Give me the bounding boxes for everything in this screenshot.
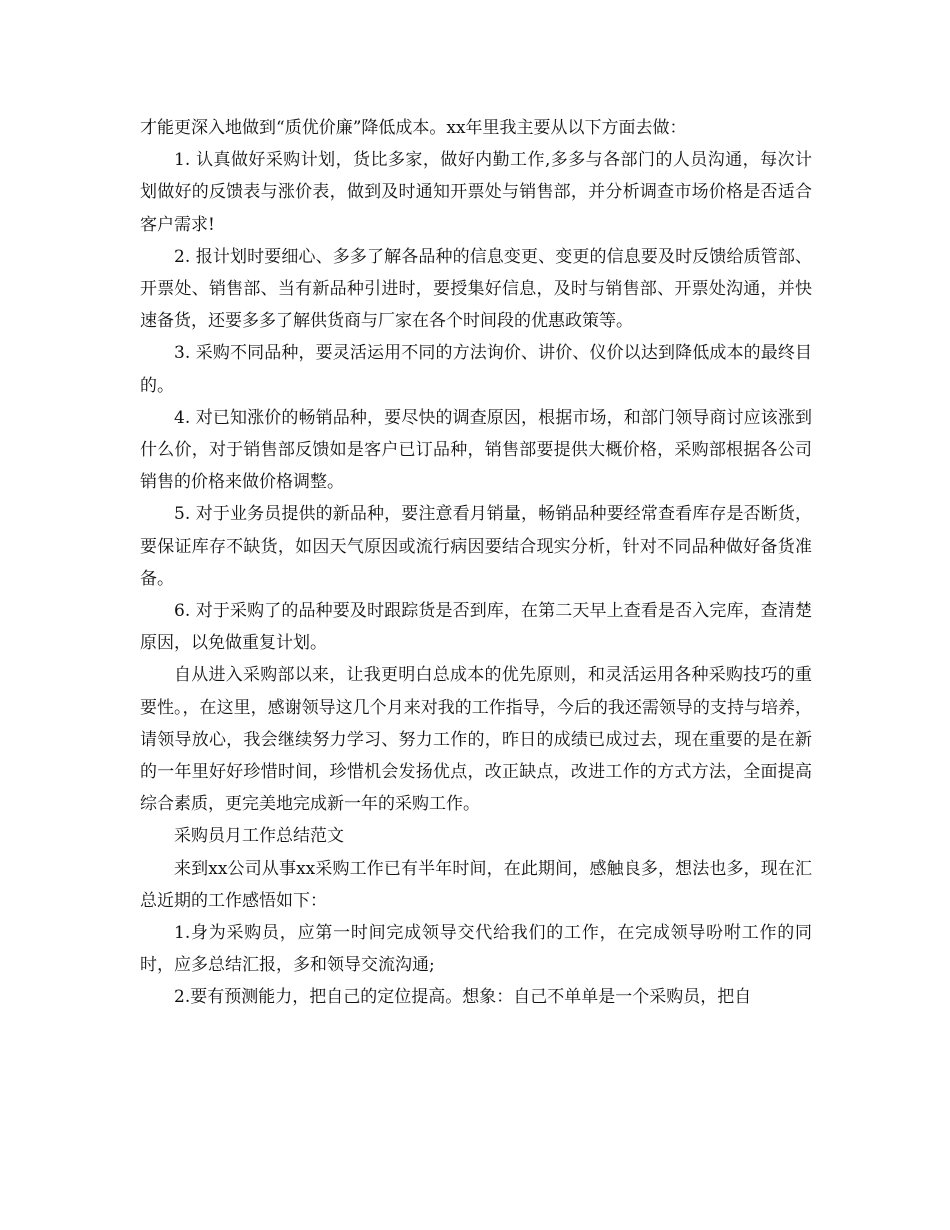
paragraph-item-5: 5. 对于业务员提供的新品种，要注意看月销量，畅销品种要经常查看库存是否断货，要保证库存不缺货，如因天气原因或流行病因要结合现实分析，针对不同品种做好备货准备。 <box>140 504 812 589</box>
paragraph-conclusion: 自从进入采购部以来，让我更明白总成本的优先原则，和灵活运用各种采购技巧的重要性。，在这里，感谢领导这几个月来对我的工作指导，今后的我还需领导的支持与培养，请领导放心，我会继续努力学习、努力工作的，昨日的成绩已成过去，现在重要的是在新的一年里好好珍惜时间，珍惜机会发扬优点，改正缺点，改进工作的方式方法，全面提高综合素质，更完美地完成新一年的采购工作。 <box>140 665 812 815</box>
paragraph-item-6: 6. 对于采购了的品种要及时跟踪货是否到库，在第二天早上查看是否入完库，查清楚原因，以免做重复计划。 <box>140 601 812 654</box>
paragraph-item-4: 4. 对已知涨价的畅销品种，要尽快的调查原因，根据市场，和部门领导商讨应该涨到什么价，对于销售部反馈如是客户已订品种，销售部要提供大概价格，采购部根据各公司销售的价格来做价格调整。 <box>140 407 812 493</box>
paragraph-item-3: 3. 采购不同品种，要灵活运用不同的方法询价、讲价、仪价以达到降低成本的最终目的。 <box>140 343 812 396</box>
paragraph-section-intro: 来到xx公司从事xx采购工作已有半年时间，在此期间，感触良多，想法也多，现在汇总近期的工作感悟如下： <box>140 858 812 911</box>
document-body <box>140 112 812 1014</box>
paragraph-section-item-1: 1.身为采购员，应第一时间完成领导交代给我们的工作，在完成领导吩咐工作的同时，应多总结汇报，多和领导交流沟通; <box>140 923 812 976</box>
paragraph-intro: 才能更深入地做到“质优价廉”降低成本。xx年里我主要从以下方面去做： <box>140 118 687 138</box>
paragraph-item-1: 1. 认真做好采购计划，货比多家，做好内勤工作,多多与各部门的人员沟通，每次计划做好的反馈表与涨价表，做到及时通知开票处与销售部，并分析调查市场价格是否适合客户需求! <box>140 150 812 235</box>
paragraph-section-item-2: 2.要有预测能力，把自己的定位提高。想象：自己不单单是一个采购员，把自 <box>174 987 752 1008</box>
paragraph-item-2: 2. 报计划时要细心、多多了解各品种的信息变更、变更的信息要及时反馈给质管部、开票处、销售部、当有新品种引进时，要授集好信息，及时与销售部、开票处沟通，并快速备货，还要多多了解供货商与厂家在各个时间段的优惠政策等。 <box>140 246 812 332</box>
section-title: 采购员月工作总结范文 <box>174 826 344 847</box>
